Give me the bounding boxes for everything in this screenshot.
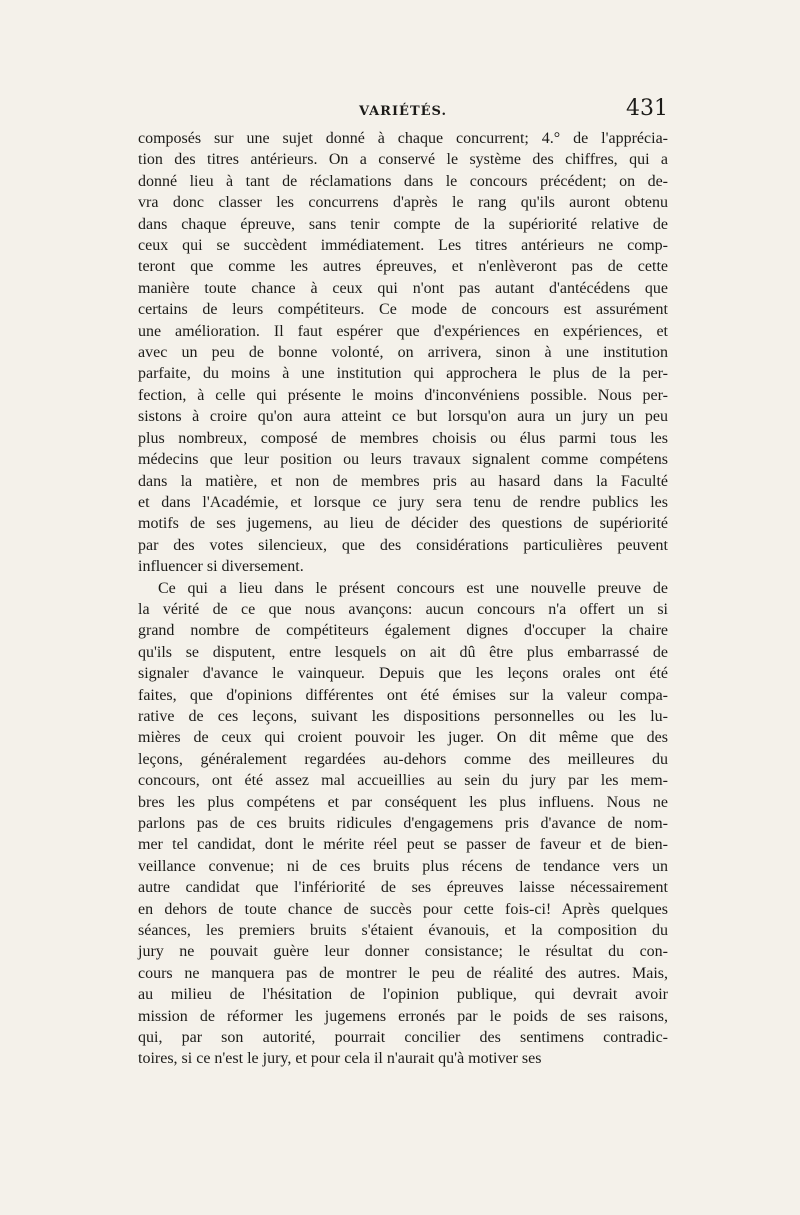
text-line: concours, ont été assez mal accueillies au sein du jury par les mem- [138,772,668,790]
text-line: qui, par son autorité, pourrait concilier des sentimens contradic- [138,1029,668,1047]
text-line: mission de réformer les jugemens erronés par le poids de ses raisons, [138,1007,668,1025]
text-line: et dans l'Académie, et lorsque ce jury sera tenu de rendre publics les [138,493,668,511]
text-line: autre candidat que l'infériorité de ses épreuves laisse nécessairement [138,879,668,897]
text-line: rative de ces leçons, suivant les dispositions personnelles ou les lu- [138,707,668,725]
text-line: une amélioration. Il faut espérer que d'expériences en expériences, et [138,322,668,340]
body-text [138,128,668,1070]
text-line: sistons à croire qu'on aura atteint ce but lorsqu'on aura un jury un peu [138,408,668,426]
text-line: motifs de ses jugemens, au lieu de décider des questions de supériorité [138,515,668,533]
text-line: certains de leurs compétiteurs. Ce mode de concours est assurément [138,301,668,319]
text-line: mer tel candidat, dont le mérite réel peut se passer de faveur et de bien- [138,836,668,854]
text-line: la vérité de ce que nous avançons: aucun concours n'a offert un si [138,600,668,618]
text-line: par des votes silencieux, que des considérations particulières peuvent [138,536,668,554]
text-line: fection, à celle qui présente le moins d'inconvéniens possible. Nous per- [138,386,668,404]
text-line: manière toute chance à ceux qui n'ont pas autant d'antécédens que [138,279,668,297]
paragraph-1 [138,128,668,578]
text-line: faites, que d'opinions différentes ont été émises sur la valeur compa- [138,686,668,704]
text-line: qu'ils se disputent, entre lesquels on ait dû être plus embarrassé de [138,643,668,661]
text-line: composés sur une sujet donné à chaque concurrent; 4.° de l'apprécia- [138,130,668,147]
text-line: médecins que leur position ou leurs travaux signalent comme compétens [138,451,668,469]
text-line: mières de ceux qui croient pouvoir les juger. On dit même que des [138,729,668,747]
text-line: cours ne manquera pas de montrer le peu de réalité des autres. Mais, [138,964,668,982]
paragraph-2 [138,578,668,1070]
text-line: séances, les premiers bruits s'étaient évanouis, et la composition du [138,922,668,940]
text-line: plus nombreux, composé de membres choisis ou élus parmi tous les [138,429,668,447]
text-line: au milieu de l'hésitation de l'opinion publique, qui devrait avoir [138,986,668,1004]
text-line: leçons, généralement regardées au-dehors comme des meilleures du [138,750,668,768]
text-line: vra donc classer les concurrens d'après le rang qu'ils auront obtenu [138,194,668,212]
text-line: bres les plus compétens et par conséquent les plus influens. Nous ne [138,793,668,811]
text-line: tion des titres antérieurs. On a conservé le système des chiffres, qui a [138,151,668,169]
text-line: parfaite, du moins à une institution qui approchera le plus de la per- [138,365,668,383]
text-line: Ce qui a lieu dans le présent concours est une nouvelle preuve de [158,579,668,597]
text-line: influencer si diversement. [138,558,304,576]
text-line: grand nombre de compétiteurs également dignes d'occuper la chaire [138,622,668,640]
text-line: en dehors de toute chance de succès pour cette fois-ci! Après quelques [138,900,668,918]
text-line: jury ne pouvait guère leur donner consistance; le résultat du con- [138,943,668,961]
running-head: VARIÉTÉS. [359,104,447,119]
text-line: toires, si ce n'est le jury, et pour cela il n'aurait qu'à motiver ses [138,1050,542,1068]
text-line: signaler d'avance le vainqueur. Depuis que les leçons orales ont été [138,665,668,683]
page-header [138,96,668,126]
text-line: dans la matière, et non de membres pris au hasard dans la Faculté [138,472,668,490]
text-line: teront que comme les autres épreuves, et n'enlèveront pas de cette [138,258,668,276]
text-line: donné lieu à tant de réclamations dans le concours précédent; on de- [138,172,668,190]
text-line: veillance convenue; ni de ces bruits plus récens de tendance vers un [138,857,668,875]
page-number: 431 [626,96,668,121]
text-line: avec un peu de bonne volonté, on arrivera, sinon à une institution [138,344,668,362]
text-line: ceux qui se succèdent immédiatement. Les titres antérieurs ne comp- [138,237,668,255]
text-line: dans chaque épreuve, sans tenir compte de la supériorité relative de [138,215,668,233]
text-line: parlons pas de ces bruits ridicules d'engagemens pris d'avance de nom- [138,815,668,832]
